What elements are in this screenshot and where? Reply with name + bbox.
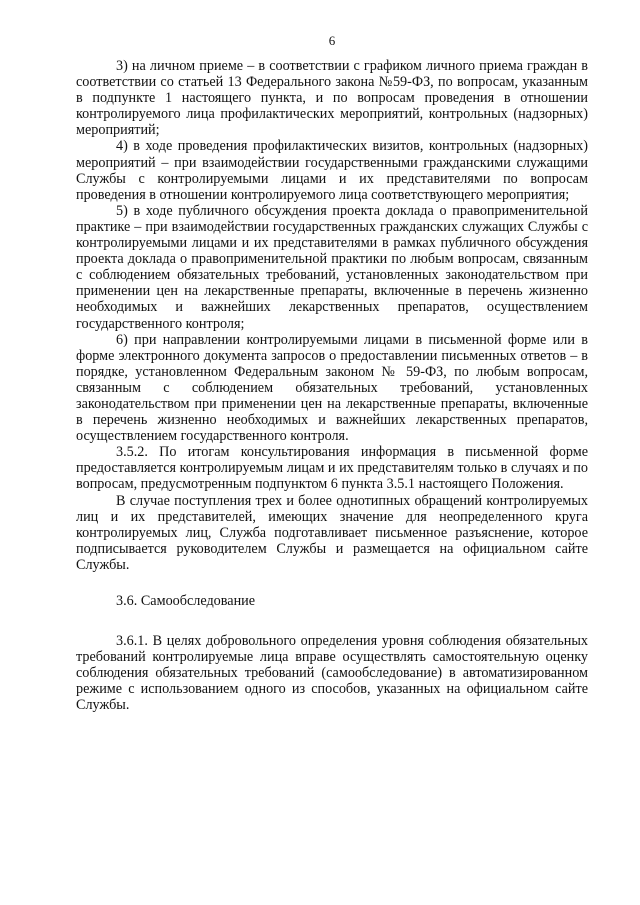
spacer [76, 573, 588, 593]
spacer [76, 609, 588, 633]
document-body [76, 58, 588, 714]
paragraph-3-6-1: 3.6.1. В целях добровольного определения уровня соблюдения обязательных требований контролируемые лица вправе осуществлять самостоятельную оценку соблюдения обязательных требований (самообследование) в автоматизированном режиме с использованием одного из способов, указанных на официальном сайте Службы. [76, 633, 588, 714]
paragraph-item-3: 3) на личном приеме – в соответствии с графиком личного приема граждан в соответствии со статьей 13 Федерального закона №59-ФЗ, по вопросам, указанным в подпункте 1 настоящего пункта, и по вопросам проведения в отношении контролируемого лица профилактических мероприятий, контрольных (надзорных) мероприятий; [76, 58, 588, 139]
paragraph-item-4: 4) в ходе проведения профилактических визитов, контрольных (надзорных) мероприятий – при взаимодействии государственными гражданскими служащими Службы с контролируемыми лицами и их представителями по вопросам проведения в отношении контролируемого лица соответствующего мероприятия; [76, 138, 588, 203]
paragraph-3-5-2: 3.5.2. По итогам консультирования информация в письменной форме предоставляется контролируемым лицам и их представителям только в случаях и по вопросам, предусмотренным подпунктом 6 пункта 3.5.1 настоящего Положения. [76, 444, 588, 493]
paragraph-repeated-requests: В случае поступления трех и более однотипных обращений контролируемых лиц и их представителей, имеющих значение для неопределенного круга контролируемых лиц, Служба подготавливает письменное разъяснение, которое подписывается руководителем Службы и размещается на официальном сайте Службы. [76, 492, 588, 573]
page-number: 6 [328, 33, 336, 48]
paragraph-item-5: 5) в ходе публичного обсуждения проекта доклада о правоприменительной практике – при взаимодействии государственных гражданских служащих Службы с контролируемыми лицами и их представителями в рамках публичного обсуждения проекта доклада о правоприменительной практики по любым вопросам, связанным с соблюдением обязательных требований, установленных законодательством при применении цен на лекарственные препараты, включенные в перечень жизненно необходимых и важнейших лекарственных препаратов, осуществлением государственного контроля; [76, 202, 588, 332]
paragraph-item-6: 6) при направлении контролируемыми лицами в письменной форме или в форме электронного документа запросов о предоставлении письменных ответов – в порядке, установленном Федеральным законом № 59-ФЗ, по любым вопросам, связанным с соблюдением обязательных требований, установленных законодательством при применении цен на лекарственные препараты, включенные в перечень жизненно необходимых и важнейших лекарственных препаратов, осуществлением государственного контроля. [76, 331, 588, 445]
section-heading: 3.6. Самообследование [116, 593, 256, 609]
